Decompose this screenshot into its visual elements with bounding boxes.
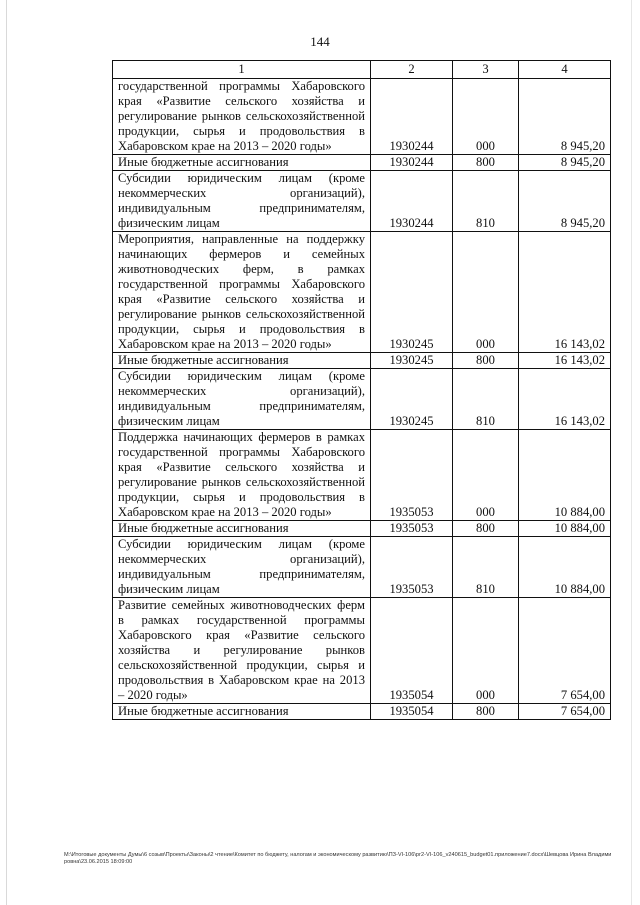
- row-kind: 000: [453, 430, 519, 521]
- table-header-row: [113, 61, 611, 79]
- row-kind: 810: [453, 537, 519, 598]
- row-amount: 16 143,02: [519, 232, 611, 353]
- row-code: 1930245: [371, 232, 453, 353]
- scan-edge-left: [6, 0, 7, 905]
- table-row: [113, 521, 611, 537]
- row-amount: 8 945,20: [519, 79, 611, 155]
- row-amount: 7 654,00: [519, 704, 611, 720]
- row-code: 1930244: [371, 79, 453, 155]
- table-row: [113, 430, 611, 521]
- budget-table: [112, 60, 611, 720]
- row-code: 1935054: [371, 598, 453, 704]
- row-code: 1935054: [371, 704, 453, 720]
- row-description: Иные бюджетные ассигнования: [113, 155, 371, 171]
- table-row: [113, 171, 611, 232]
- row-amount: 16 143,02: [519, 369, 611, 430]
- row-kind: 800: [453, 353, 519, 369]
- row-description: Иные бюджетные ассигнования: [113, 704, 371, 720]
- table-row: [113, 369, 611, 430]
- row-description: Иные бюджетные ассигнования: [113, 521, 371, 537]
- row-code: 1935053: [371, 521, 453, 537]
- scan-edge-right: [631, 0, 632, 905]
- row-kind: 800: [453, 155, 519, 171]
- column-header-description: 1: [113, 61, 371, 79]
- row-description: Мероприятия, направленные на поддержку начинающих фермеров и семейных животноводческих ферм, в рамках государственной программы Хабаровского края «Развитие сельского хозяйства и регулирование рынков сельскохозяйственной продукции, сырья и продовольствия в Хабаровском крае на 2013 – 2020 годы»: [113, 232, 371, 353]
- column-header-amount: 4: [519, 61, 611, 79]
- row-amount: 10 884,00: [519, 521, 611, 537]
- row-description: Развитие семейных животноводческих ферм в рамках государственной программы Хабаровского края «Развитие сельского хозяйства и регулирование рынков сельскохозяйственной продукции, сырья и продовольствия в Хабаровском крае на 2013 – 2020 годы»: [113, 598, 371, 704]
- row-code: 1930244: [371, 171, 453, 232]
- table-row: [113, 232, 611, 353]
- row-code: 1935053: [371, 537, 453, 598]
- column-header-code: 2: [371, 61, 453, 79]
- row-code: 1930244: [371, 155, 453, 171]
- row-kind: 800: [453, 704, 519, 720]
- row-code: 1935053: [371, 430, 453, 521]
- page-number: 144: [310, 34, 330, 49]
- row-kind: 800: [453, 521, 519, 537]
- table-row: [113, 79, 611, 155]
- table-row: [113, 537, 611, 598]
- row-amount: 8 945,20: [519, 171, 611, 232]
- row-kind: 810: [453, 171, 519, 232]
- row-kind: 000: [453, 598, 519, 704]
- table-row: [113, 155, 611, 171]
- row-amount: 16 143,02: [519, 353, 611, 369]
- row-description: Иные бюджетные ассигнования: [113, 353, 371, 369]
- row-code: 1930245: [371, 353, 453, 369]
- row-description: Субсидии юридическим лицам (кроме некоммерческих организаций), индивидуальным предпринимателям, физическим лицам: [113, 171, 371, 232]
- table-row: [113, 598, 611, 704]
- table-row: [113, 353, 611, 369]
- row-description: Субсидии юридическим лицам (кроме некоммерческих организаций), индивидуальным предпринимателям, физическим лицам: [113, 369, 371, 430]
- row-description: Поддержка начинающих фермеров в рамках государственной программы Хабаровского края «Развитие сельского хозяйства и регулирование рынков сельскохозяйственной продукции, сырья и продовольствия в Хабаровском крае на 2013 – 2020 годы»: [113, 430, 371, 521]
- row-description: государственной программы Хабаровского края «Развитие сельского хозяйства и регулирование рынков сельскохозяйственной продукции, сырья и продовольствия в Хабаровском крае на 2013 – 2020 годы»: [113, 79, 371, 155]
- row-description: Субсидии юридическим лицам (кроме некоммерческих организаций), индивидуальным предпринимателям, физическим лицам: [113, 537, 371, 598]
- row-amount: 10 884,00: [519, 430, 611, 521]
- row-kind: 000: [453, 232, 519, 353]
- row-kind: 000: [453, 79, 519, 155]
- row-amount: 8 945,20: [519, 155, 611, 171]
- row-amount: 10 884,00: [519, 537, 611, 598]
- table-body: [113, 79, 611, 720]
- row-amount: 7 654,00: [519, 598, 611, 704]
- row-kind: 810: [453, 369, 519, 430]
- file-path-footer: M:\Итоговые документы Думы\6 созыв\Проекты\Законы\2 чтение\Комитет по бюджету, налогам и экономическому развитию\ПЗ-VI-106\рг2-VI-106_v240615_budget01.приложение7.docx\Шевцова Ирина Владимировна\23.06.2015 18:09:00: [64, 852, 612, 865]
- row-code: 1930245: [371, 369, 453, 430]
- column-header-kind: 3: [453, 61, 519, 79]
- table-row: [113, 704, 611, 720]
